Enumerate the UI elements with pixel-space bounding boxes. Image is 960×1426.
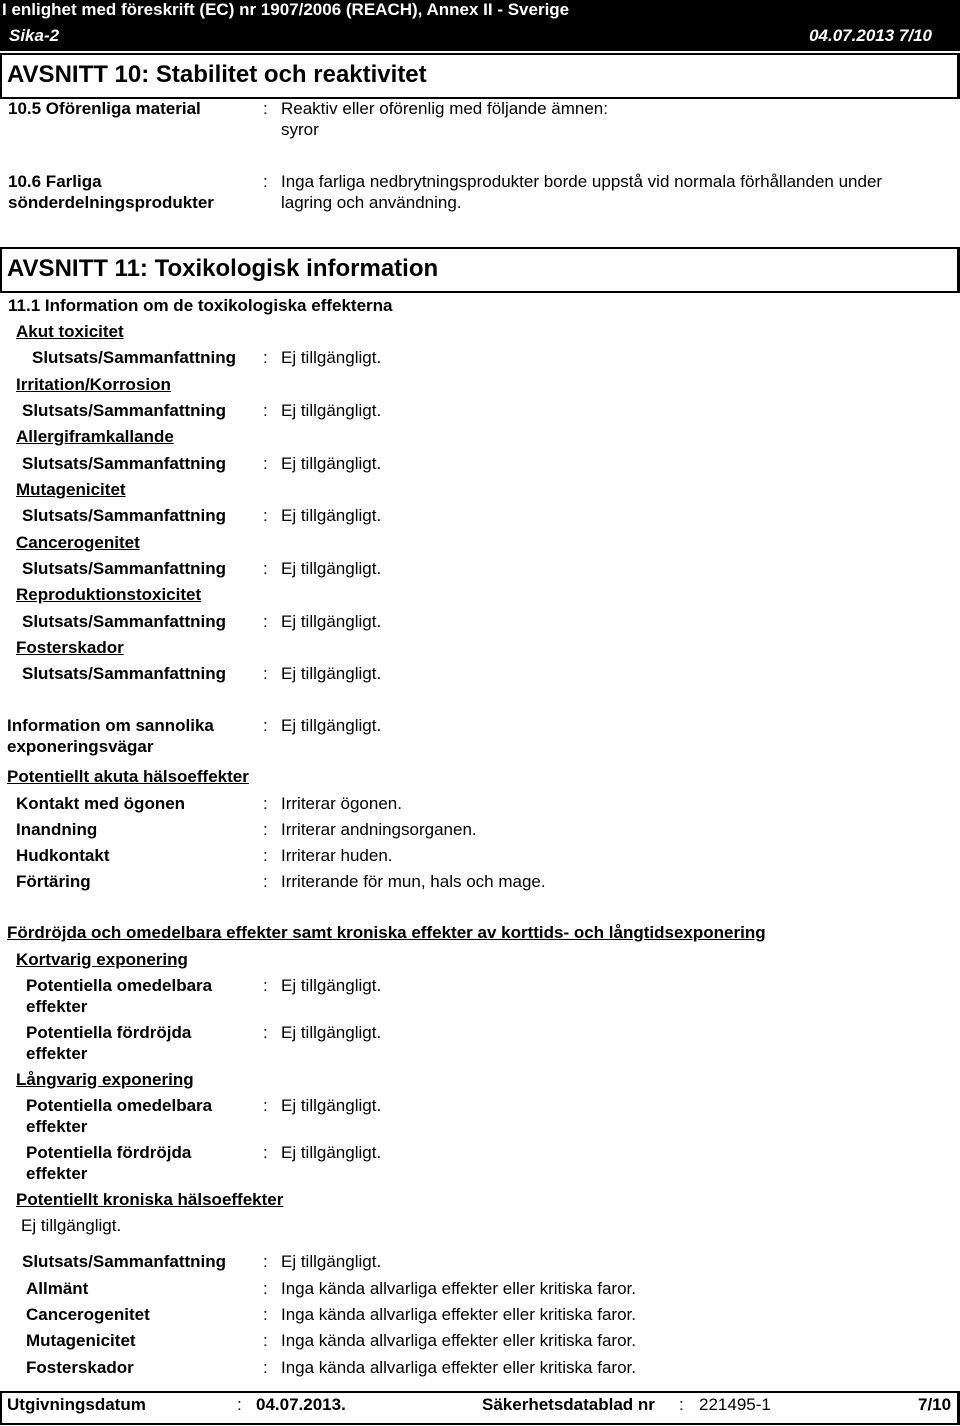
section-10-title: AVSNITT 10: Stabilitet och reaktivitet	[7, 61, 427, 88]
immediate-effects-value: Ej tillgängligt.	[281, 1096, 382, 1115]
summary-label: Slutsats/Sammanfattning	[22, 454, 227, 473]
summary-label: Slutsats/Sammanfattning	[22, 506, 227, 525]
immediate-effects-label-line1: Potentiella omedelbara	[26, 976, 213, 995]
category-heading: Fosterskador	[16, 638, 124, 657]
summary-label: Slutsats/Sammanfattning	[22, 612, 227, 631]
item-10-6-value-line1: Inga farliga nedbrytningsprodukter borde uppstå vid normala förhållanden under	[281, 172, 883, 191]
item-10-5-label: 10.5 Oförenliga material	[8, 99, 201, 118]
category-heading: Mutagenicitet	[16, 480, 126, 499]
delayed-effects-label-line1: Potentiella fördröjda	[26, 1143, 192, 1162]
colon: :	[263, 1252, 268, 1271]
chronic-row-value: Inga kända allvarliga effekter eller kritiska faror.	[281, 1331, 636, 1350]
category-heading: Akut toxicitet	[16, 322, 124, 341]
acute-row-label: Inandning	[16, 820, 98, 839]
acute-row-value: Irriterande för mun, hals och mage.	[281, 872, 546, 891]
acute-row-label: Förtäring	[16, 872, 91, 891]
summary-label: Slutsats/Sammanfattning	[22, 401, 227, 420]
colon: :	[263, 664, 268, 683]
chronic-row-label: Mutagenicitet	[26, 1331, 136, 1350]
category-heading: Cancerogenitet	[16, 533, 140, 552]
colon: :	[263, 872, 268, 891]
chronic-note: Ej tillgängligt.	[21, 1216, 122, 1235]
category-heading: Reproduktionstoxicitet	[16, 585, 202, 604]
immediate-effects-value: Ej tillgängligt.	[281, 976, 382, 995]
acute-row-value: Irriterar andningsorganen.	[281, 820, 477, 839]
summary-value: Ej tillgängligt.	[281, 506, 382, 525]
immediate-effects-label-line2: effekter	[26, 1117, 88, 1136]
delayed-effects-label-line2: effekter	[26, 1164, 88, 1183]
delayed-effects-label-line1: Potentiella fördröjda	[26, 1023, 192, 1042]
item-10-5-value-line1: Reaktiv eller oförenlig med följande ämnen:	[281, 99, 608, 118]
acute-row-label: Kontakt med ögonen	[16, 794, 186, 813]
colon: :	[263, 1331, 268, 1350]
item-10-5-value-line2: syror	[281, 120, 319, 139]
colon: :	[263, 348, 268, 367]
colon: :	[263, 506, 268, 525]
summary-value: Ej tillgängligt.	[281, 1252, 382, 1271]
item-10-6-value-line2: lagring och användning.	[281, 193, 462, 212]
summary-label: Slutsats/Sammanfattning	[22, 1252, 227, 1271]
regulation-title: I enlighet med föreskrift (EC) nr 1907/2006 (REACH), Annex II - Sverige	[2, 0, 570, 19]
short-term-heading: Kortvarig exponering	[16, 950, 188, 969]
colon: :	[263, 976, 268, 995]
delayed-effects-label-line2: effekter	[26, 1044, 88, 1063]
section-11-title: AVSNITT 11: Toxikologisk information	[7, 255, 439, 282]
immediate-effects-label-line1: Potentiella omedelbara	[26, 1096, 213, 1115]
summary-value: Ej tillgängligt.	[281, 664, 382, 683]
chronic-row-label: Fosterskador	[26, 1358, 134, 1377]
footer-page: 7/10	[918, 1395, 952, 1414]
colon: :	[679, 1395, 684, 1414]
colon: :	[263, 559, 268, 578]
footer-sds-value: 221495-1	[699, 1395, 771, 1414]
colon: :	[263, 401, 268, 420]
footer-date-label: Utgivningsdatum	[7, 1395, 146, 1414]
chronic-row-value: Inga kända allvarliga effekter eller kritiska faror.	[281, 1279, 636, 1298]
summary-value: Ej tillgängligt.	[281, 348, 382, 367]
colon: :	[263, 1143, 268, 1162]
footer-date-value: 04.07.2013.	[256, 1395, 346, 1414]
colon: :	[263, 1358, 268, 1377]
summary-value: Ej tillgängligt.	[281, 454, 382, 473]
colon: :	[263, 612, 268, 631]
summary-label: Slutsats/Sammanfattning	[32, 348, 237, 367]
exposure-routes-label-line2: exponeringsvägar	[7, 737, 154, 756]
colon: :	[263, 1096, 268, 1115]
summary-value: Ej tillgängligt.	[281, 559, 382, 578]
immediate-effects-label-line2: effekter	[26, 997, 88, 1016]
colon: :	[263, 846, 268, 865]
footer-sds-label: Säkerhetsdatablad nr	[482, 1395, 655, 1414]
colon: :	[263, 1305, 268, 1324]
colon: :	[263, 716, 268, 735]
chronic-row-value: Inga kända allvarliga effekter eller kritiska faror.	[281, 1305, 636, 1324]
colon: :	[263, 454, 268, 473]
colon: :	[263, 172, 268, 191]
chronic-row-value: Inga kända allvarliga effekter eller kritiska faror.	[281, 1358, 636, 1377]
acute-row-label: Hudkontakt	[16, 846, 110, 865]
exposure-routes-value: Ej tillgängligt.	[281, 716, 382, 735]
colon: :	[263, 794, 268, 813]
long-term-heading: Långvarig exponering	[16, 1070, 194, 1089]
exposure-routes-label-line1: Information om sannolika	[7, 716, 214, 735]
acute-row-value: Irriterar ögonen.	[281, 794, 402, 813]
summary-label: Slutsats/Sammanfattning	[22, 664, 227, 683]
colon: :	[263, 1023, 268, 1042]
colon: :	[263, 1279, 268, 1298]
category-heading: Allergiframkallande	[16, 427, 174, 446]
item-10-6-label-line2: sönderdelningsprodukter	[8, 193, 214, 212]
product-name: Sika-2	[9, 26, 60, 45]
colon: :	[263, 820, 268, 839]
chronic-heading: Potentiellt kroniska hälsoeffekter	[16, 1190, 284, 1209]
delayed-effects-heading: Fördröjda och omedelbara effekter samt kroniska effekter av korttids- och långtidsexponering	[7, 923, 766, 942]
header-date-page: 04.07.2013 7/10	[809, 26, 932, 45]
delayed-effects-value: Ej tillgängligt.	[281, 1023, 382, 1042]
item-10-6-label-line1: 10.6 Farliga	[8, 172, 102, 191]
acute-health-heading: Potentiellt akuta hälsoeffekter	[7, 767, 249, 786]
summary-label: Slutsats/Sammanfattning	[22, 559, 227, 578]
chronic-row-label: Allmänt	[26, 1279, 89, 1298]
category-heading: Irritation/Korrosion	[16, 375, 171, 394]
acute-row-value: Irriterar huden.	[281, 846, 393, 865]
summary-value: Ej tillgängligt.	[281, 401, 382, 420]
colon: :	[263, 99, 268, 118]
colon: :	[237, 1395, 242, 1414]
summary-value: Ej tillgängligt.	[281, 612, 382, 631]
subsection-11-1-title: 11.1 Information om de toxikologiska effekterna	[8, 296, 393, 315]
chronic-row-label: Cancerogenitet	[26, 1305, 150, 1324]
delayed-effects-value: Ej tillgängligt.	[281, 1143, 382, 1162]
